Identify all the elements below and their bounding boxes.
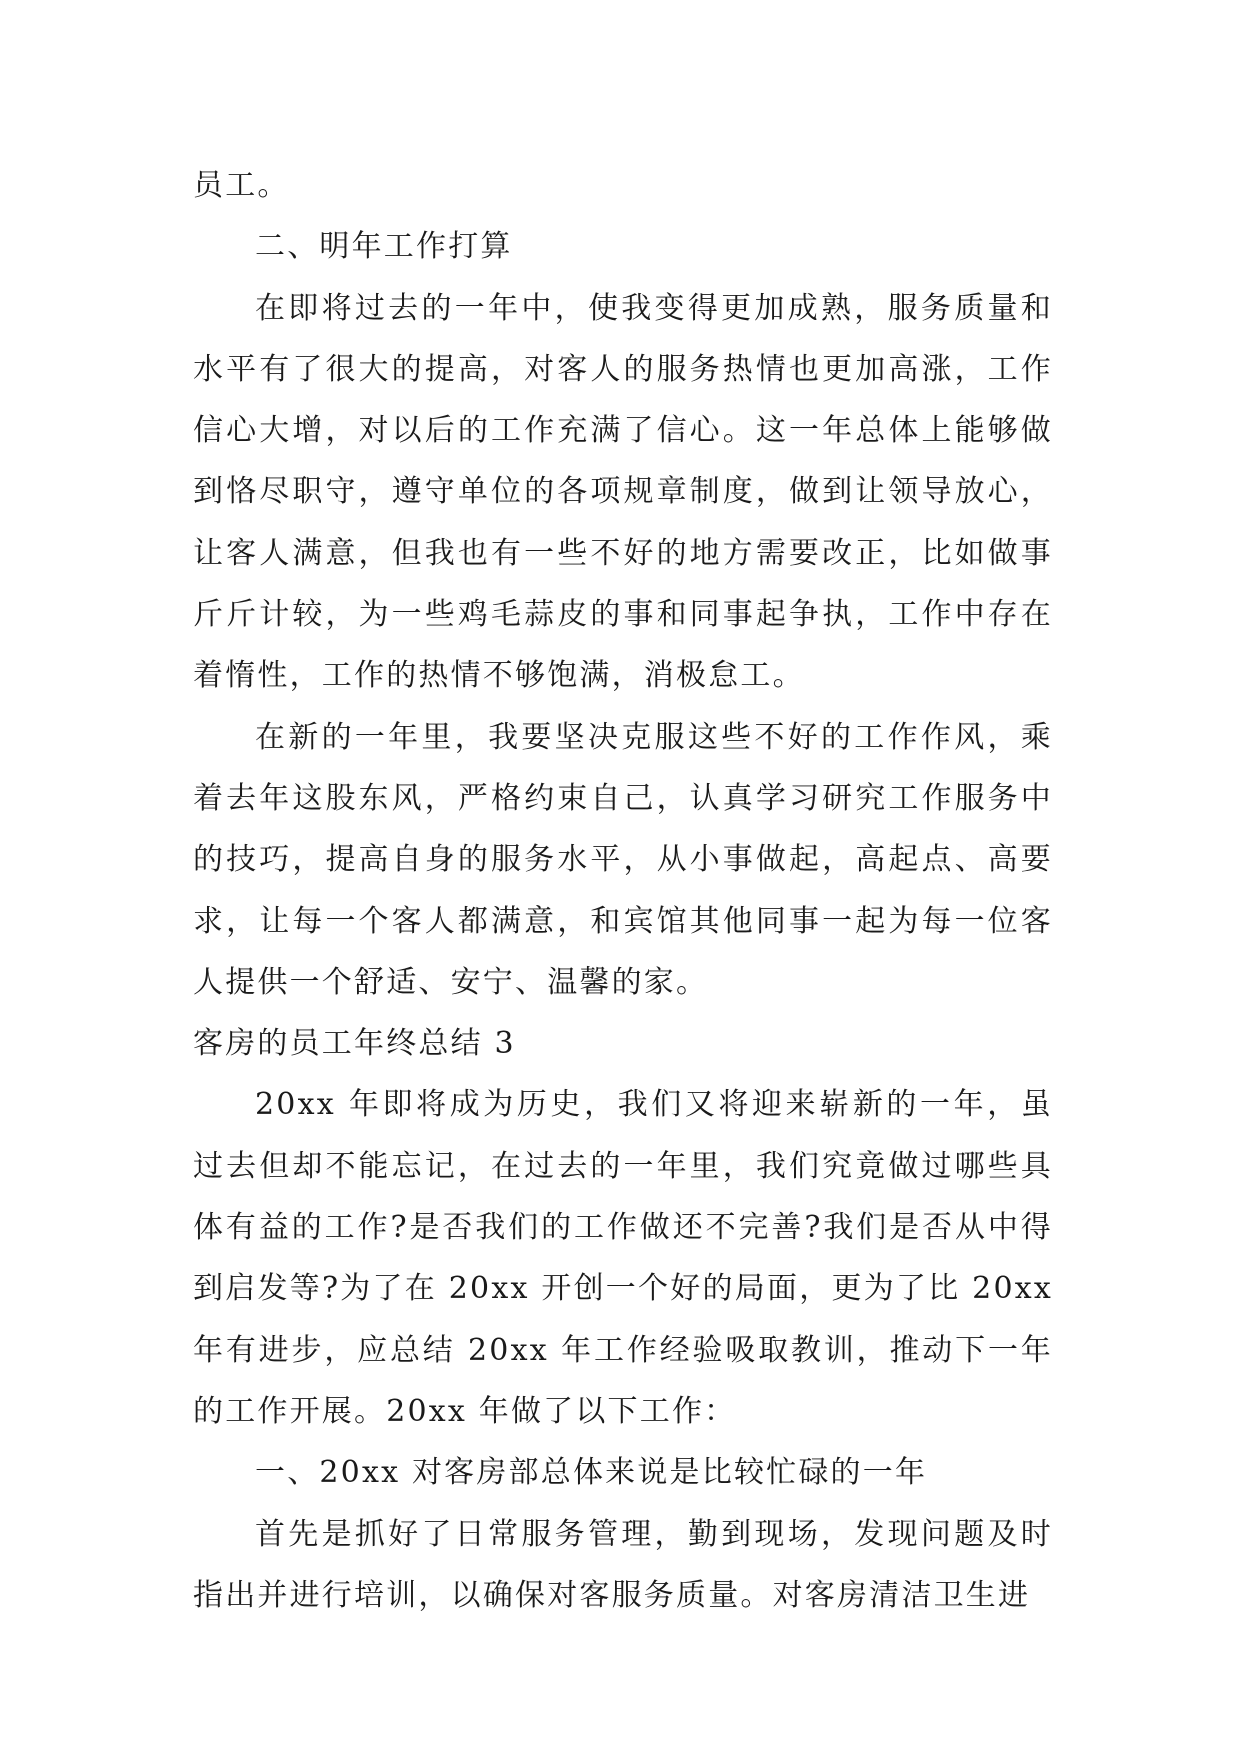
- subheading-busy-year: 一、20xx 对客房部总体来说是比较忙碌的一年: [255, 1455, 928, 1491]
- section-title: 客房的员工年终总结 3: [193, 1026, 516, 1062]
- paragraph-year-review: 20xx 年即将成为历史，我们又将迎来崭新的一年，虽过去但却不能忘记，在过去的一年里，我们究竟做过哪些具体有益的工作?是否我们的工作做还不完善?我们是否从中得到启发等?为了在 20xx 开创一个好的局面，更为了比 20xx 年有进步，应总结 20xx 年工作经验吸取教训，推动下一年的工作开展。20xx 年做了以下工作：: [193, 1087, 1053, 1429]
- paragraph-reflection: 在即将过去的一年中，使我变得更加成熟，服务质量和水平有了很大的提高，对客人的服务热情也更加高涨，工作信心大增，对以后的工作充满了信心。这一年总体上能够做到恪尽职守，遵守单位的各项规章制度，做到让领导放心，让客人满意，但我也有一些不好的地方需要改正，比如做事斤斤计较，为一些鸡毛蒜皮的事和同事起争执，工作中存在着惰性，工作的热情不够饱满，消极怠工。: [193, 290, 1053, 694]
- document-body: [193, 155, 1053, 1626]
- subheading-next-year-plan: 二、明年工作打算: [255, 229, 513, 265]
- paragraph-continuation: 员工。: [193, 168, 290, 203]
- paragraph-daily-management: 首先是抓好了日常服务管理，勤到现场，发现问题及时指出并进行培训，以确保对客服务质量。对客房清洁卫生进: [193, 1516, 1053, 1613]
- paragraph-new-year-resolution: 在新的一年里，我要坚决克服这些不好的工作作风，乘着去年这股东风，严格约束自己，认真学习研究工作服务中的技巧，提高自身的服务水平，从小事做起，高起点、高要求，让每一个客人都满意，和宾馆其他同事一起为每一位客人提供一个舒适、安宁、温馨的家。: [193, 719, 1053, 1000]
